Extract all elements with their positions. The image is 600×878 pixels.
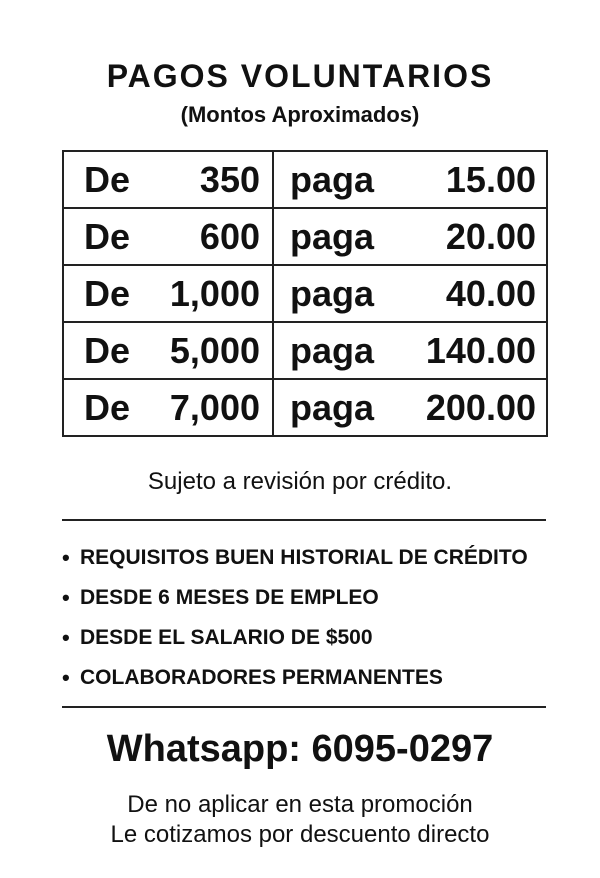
payment-cell — [273, 151, 547, 208]
footer-text — [0, 790, 600, 850]
loan-amount: 600 — [199, 216, 260, 257]
table-row — [63, 379, 547, 436]
rates-table — [62, 150, 548, 437]
verb-label: paga — [290, 387, 375, 428]
verb-label: paga — [290, 330, 375, 371]
page-subtitle: (Montos Aproximados) — [180, 102, 420, 127]
bullet-icon: • — [62, 545, 70, 570]
loan-amount-cell — [63, 322, 273, 379]
list-item — [62, 618, 572, 658]
loan-amount-cell — [63, 208, 273, 265]
payment-amount: 40.00 — [445, 273, 536, 314]
loan-amount: 7,000 — [169, 387, 260, 428]
bullet-icon: • — [62, 625, 70, 650]
credit-review-note: Sujeto a revisión por crédito. — [147, 468, 453, 495]
loan-amount-cell — [63, 151, 273, 208]
divider — [62, 706, 546, 708]
verb-label: paga — [290, 216, 375, 257]
loan-amount-cell — [63, 379, 273, 436]
table-row — [63, 322, 547, 379]
table-row — [63, 208, 547, 265]
footer-line: De no aplicar en esta promoción — [127, 791, 473, 818]
loan-amount-cell — [63, 265, 273, 322]
requirement-text: REQUISITOS BUEN HISTORIAL DE CRÉDITO — [80, 546, 528, 569]
verb-label: paga — [290, 159, 375, 200]
list-item — [62, 538, 572, 578]
bullet-icon: • — [62, 665, 70, 690]
loan-amount: 350 — [199, 159, 260, 200]
payment-cell — [273, 322, 547, 379]
footer-line: Le cotizamos por descuento directo — [110, 821, 490, 848]
divider — [62, 519, 546, 521]
payment-amount: 20.00 — [445, 216, 536, 257]
table-row — [63, 265, 547, 322]
payment-amount: 200.00 — [425, 387, 536, 428]
prefix-label: De — [84, 216, 131, 257]
loan-amount: 1,000 — [169, 273, 260, 314]
payment-cell — [273, 208, 547, 265]
requirement-text: DESDE 6 MESES DE EMPLEO — [80, 586, 379, 609]
loan-amount: 5,000 — [169, 330, 260, 371]
bullet-icon: • — [62, 585, 70, 610]
page-title: PAGOS VOLUNTARIOS — [106, 58, 494, 94]
prefix-label: De — [84, 273, 131, 314]
prefix-label: De — [84, 159, 131, 200]
payment-cell — [273, 265, 547, 322]
list-item — [62, 578, 572, 618]
payment-amount: 15.00 — [445, 159, 536, 200]
requirement-text: DESDE EL SALARIO DE $500 — [80, 626, 373, 649]
requirements-list — [62, 538, 572, 698]
requirement-text: COLABORADORES PERMANENTES — [80, 666, 443, 689]
verb-label: paga — [290, 273, 375, 314]
payment-cell — [273, 379, 547, 436]
payment-amount: 140.00 — [425, 330, 536, 371]
table-row — [63, 151, 547, 208]
list-item — [62, 658, 572, 698]
whatsapp-contact: Whatsapp: 6095-0297 — [106, 728, 494, 770]
prefix-label: De — [84, 387, 131, 428]
prefix-label: De — [84, 330, 131, 371]
